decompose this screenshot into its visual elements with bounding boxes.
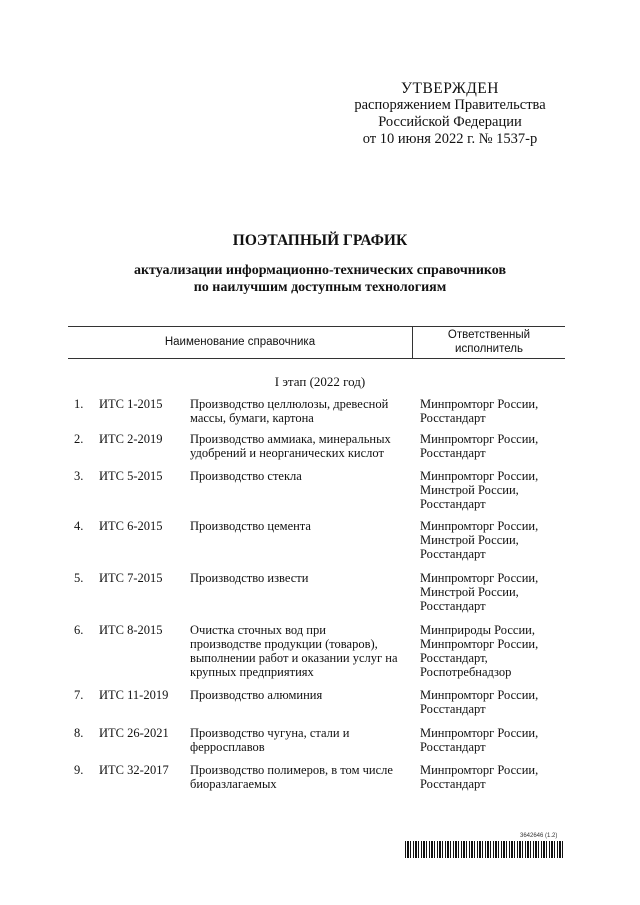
row-code: ИТС 32-2017 [99, 763, 169, 777]
table-header [68, 326, 565, 359]
row-name-line: выполнении работ и оказании услуг на [190, 651, 398, 665]
approval-line-2: Российской Федерации [378, 114, 522, 130]
approval-line-3: от 10 июня 2022 г. № 1537-р [362, 131, 538, 147]
header-name-column: Наименование справочника [164, 336, 316, 348]
approval-heading: УТВЕРЖДЕН [401, 80, 499, 97]
row-name [190, 469, 414, 483]
row-responsible-line: Минпромторг России, [420, 688, 539, 702]
row-name-line: Производство алюминия [190, 688, 323, 702]
row-name-line: биоразлагаемых [190, 777, 277, 791]
row-name-line: Производство целлюлозы, древесной [190, 397, 389, 411]
row-responsible [420, 623, 570, 679]
row-responsible-line: Росстандарт [420, 411, 486, 425]
row-name [190, 688, 414, 702]
row-name [190, 432, 414, 460]
row-code: ИТС 1-2015 [99, 397, 163, 411]
approval-line-1: распоряжением Правительства [354, 97, 546, 113]
document-subtitle [0, 262, 640, 296]
row-responsible-line: Росстандарт [420, 599, 486, 613]
row-code: ИТС 8-2015 [99, 623, 163, 637]
row-name-line: производстве продукции (товаров), [190, 637, 378, 651]
row-responsible-line: Минпромторг России, [420, 763, 539, 777]
row-name-line: Производство извести [190, 571, 309, 585]
approval-block [340, 80, 560, 148]
row-code: ИТС 26-2021 [99, 726, 169, 740]
row-responsible-line: Минпромторг России, [420, 571, 539, 585]
row-responsible-line: Минпромторг России, [420, 637, 539, 651]
row-number: 5. [74, 571, 84, 585]
row-responsible-line: Минпромторг России, [420, 519, 539, 533]
row-responsible [420, 726, 570, 754]
barcode [405, 841, 563, 858]
row-name [190, 726, 414, 754]
row-responsible [420, 571, 570, 613]
subtitle-line-1: актуализации информационно-технических справочников [133, 263, 507, 278]
row-number: 2. [74, 432, 84, 446]
row-number: 8. [74, 726, 84, 740]
stage-label: I этап (2022 год) [274, 374, 366, 389]
row-name-line: Очистка сточных вод при [190, 623, 326, 637]
row-code: ИТС 5-2015 [99, 469, 163, 483]
row-name [190, 571, 414, 585]
row-responsible-line: Росстандарт [420, 547, 486, 561]
row-responsible-line: Росстандарт [420, 702, 486, 716]
row-responsible-line: Минстрой России, [420, 585, 519, 599]
row-responsible [420, 763, 570, 791]
row-code: ИТС 7-2015 [99, 571, 163, 585]
subtitle-line-2: по наилучшим доступным технологиям [193, 280, 447, 295]
row-responsible-line: Роспотребнадзор [420, 665, 512, 679]
row-responsible [420, 519, 570, 561]
row-responsible-line: Росстандарт, [420, 651, 488, 665]
row-name [190, 397, 414, 425]
row-name [190, 519, 414, 533]
footer-code: 3642646 (1.2) [520, 833, 558, 839]
row-code: ИТС 6-2015 [99, 519, 163, 533]
row-number: 3. [74, 469, 84, 483]
row-name-line: Производство стекла [190, 469, 302, 483]
row-number: 9. [74, 763, 84, 777]
row-number: 7. [74, 688, 84, 702]
row-responsible-line: Росстандарт [420, 777, 486, 791]
row-name [190, 623, 414, 679]
row-name-line: Производство полимеров, в том числе [190, 763, 393, 777]
row-responsible-line: Минстрой России, [420, 533, 519, 547]
row-responsible-line: Росстандарт [420, 446, 486, 460]
row-responsible-line: Минпромторг России, [420, 726, 539, 740]
row-responsible-line: Минпромторг России, [420, 432, 539, 446]
row-responsible [420, 432, 570, 460]
row-responsible [420, 469, 570, 511]
row-name-line: крупных предприятиях [190, 665, 314, 679]
row-responsible [420, 688, 570, 716]
row-name-line: Производство чугуна, стали и [190, 726, 350, 740]
row-name-line: массы, бумаги, картона [190, 411, 314, 425]
row-responsible-line: Минприроды России, [420, 623, 535, 637]
row-number: 1. [74, 397, 84, 411]
row-responsible-line: Росстандарт [420, 740, 486, 754]
row-responsible-line: Минстрой России, [420, 483, 519, 497]
row-name-line: удобрений и неорганических кислот [190, 446, 384, 460]
row-name-line: ферросплавов [190, 740, 265, 754]
row-number: 6. [74, 623, 84, 637]
row-responsible-line: Минпромторг России, [420, 469, 539, 483]
row-name-line: Производство аммиака, минеральных [190, 432, 391, 446]
document-title: ПОЭТАПНЫЙ ГРАФИК [232, 232, 408, 249]
header-responsible-line-1: Ответственный [447, 329, 531, 341]
row-number: 4. [74, 519, 84, 533]
row-responsible [420, 397, 570, 425]
row-responsible-line: Росстандарт [420, 497, 486, 511]
row-name [190, 763, 414, 791]
row-responsible-line: Минпромторг России, [420, 397, 539, 411]
header-responsible-column [413, 328, 565, 356]
row-name-line: Производство цемента [190, 519, 311, 533]
row-code: ИТС 2-2019 [99, 432, 163, 446]
row-code: ИТС 11-2019 [99, 688, 169, 702]
header-responsible-line-2: исполнитель [455, 343, 523, 355]
